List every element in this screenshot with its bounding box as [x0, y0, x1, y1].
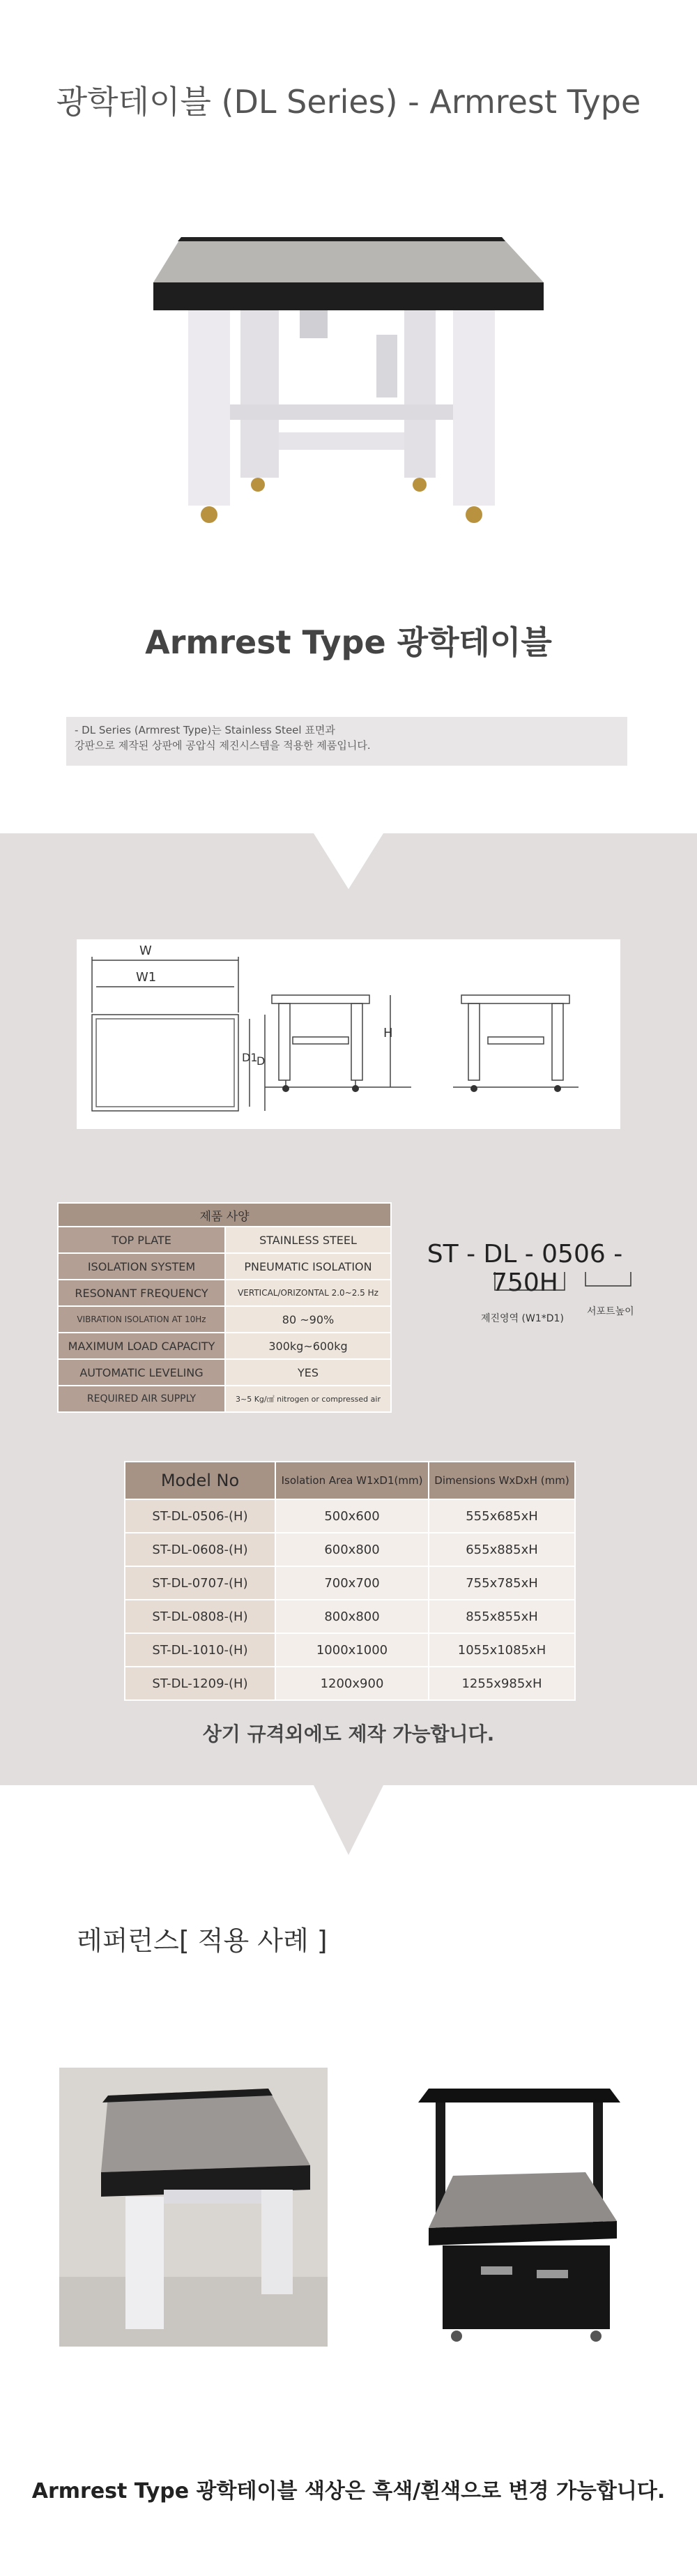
- product-image-white-table: [139, 223, 558, 558]
- table-row: [125, 1633, 575, 1667]
- model-table-header: Isolation Area W1xD1(mm): [275, 1462, 429, 1499]
- spec-key: REQUIRED AIR SUPPLY: [58, 1386, 225, 1412]
- label-w: W: [139, 944, 152, 958]
- spec-value: 3~5 Kg/㎠ nitrogen or compressed air: [225, 1386, 391, 1412]
- footer-color-note: Armrest Type 광학테이블 색상은 흑색/흰색으로 변경 가능합니다.: [31, 2479, 666, 2503]
- dimension-cell: 1055x1085xH: [429, 1633, 575, 1667]
- spec-row: [58, 1227, 391, 1253]
- custom-size-note: 상기 규격외에도 제작 가능합니다.: [202, 1722, 495, 1745]
- label-h: H: [383, 1026, 393, 1040]
- spec-value: YES: [225, 1359, 391, 1386]
- dimension-cell: 755x785xH: [429, 1566, 575, 1600]
- spec-row: [58, 1359, 391, 1386]
- spec-row: [58, 1386, 391, 1412]
- reference-photo-white-table: [59, 2068, 328, 2347]
- spec-key: RESONANT FREQUENCY: [58, 1280, 225, 1306]
- label-d1: D1: [242, 1051, 258, 1064]
- spec-row: [58, 1280, 391, 1306]
- area-cell: 600x800: [275, 1533, 429, 1566]
- spec-key: TOP PLATE: [58, 1227, 225, 1253]
- model-cell: ST-DL-1010-(H): [125, 1633, 275, 1667]
- model-table-header: Dimensions WxDxH (mm): [429, 1462, 575, 1499]
- model-cell: ST-DL-0608-(H): [125, 1533, 275, 1566]
- model-cell: ST-DL-1209-(H): [125, 1667, 275, 1700]
- label-d: D: [256, 1054, 266, 1068]
- dimension-cell: 655x885xH: [429, 1533, 575, 1566]
- model-cell: ST-DL-0808-(H): [125, 1600, 275, 1633]
- model-cell: ST-DL-0707-(H): [125, 1566, 275, 1600]
- notch-decoration: [314, 833, 383, 889]
- area-cell: 1200x900: [275, 1667, 429, 1700]
- spec-value: PNEUMATIC ISOLATION: [225, 1253, 391, 1280]
- spec-row: [58, 1333, 391, 1359]
- spec-key: VIBRATION ISOLATION AT 10Hz: [58, 1306, 225, 1333]
- label-w1: W1: [136, 970, 157, 985]
- section-title: Armrest Type 광학테이블: [145, 623, 552, 661]
- notch-decoration-bottom: [314, 1785, 383, 1855]
- description-line-2: 강판으로 제작된 상판에 공압식 제진시스템을 적용한 제품입니다.: [75, 739, 371, 752]
- model-code-label-height: 서포트높이: [587, 1306, 634, 1317]
- page-title: 광학테이블 (DL Series) - Armrest Type: [56, 83, 641, 121]
- table-row: [125, 1600, 575, 1633]
- table-row: [125, 1499, 575, 1533]
- description-line-1: - DL Series (Armrest Type)는 Stainless Steel 표면과: [75, 724, 335, 736]
- spec-value: 80 ~90%: [225, 1306, 391, 1333]
- spec-row: [58, 1306, 391, 1333]
- dimension-diagram: [77, 939, 620, 1129]
- spec-key: MAXIMUM LOAD CAPACITY: [58, 1333, 225, 1359]
- table-row: [125, 1566, 575, 1600]
- area-cell: 700x700: [275, 1566, 429, 1600]
- area-cell: 500x600: [275, 1499, 429, 1533]
- model-code-brackets: [481, 1271, 641, 1305]
- table-row: [125, 1667, 575, 1700]
- model-code: ST - DL - 0506 - 750H: [427, 1240, 623, 1297]
- reference-photo-black-table: [376, 2068, 648, 2347]
- reference-title: 레퍼런스[ 적용 사례 ]: [77, 1925, 328, 1956]
- area-cell: 800x800: [275, 1600, 429, 1633]
- spec-value: 300kg~600kg: [225, 1333, 391, 1359]
- spec-row: [58, 1253, 391, 1280]
- dimension-cell: 855x855xH: [429, 1600, 575, 1633]
- spec-key: AUTOMATIC LEVELING: [58, 1359, 225, 1386]
- spec-table: [57, 1202, 392, 1413]
- model-table: [124, 1461, 576, 1701]
- dimension-cell: 1255x985xH: [429, 1667, 575, 1700]
- area-cell: 1000x1000: [275, 1633, 429, 1667]
- model-table-header: Model No: [125, 1462, 275, 1499]
- model-cell: ST-DL-0506-(H): [125, 1499, 275, 1533]
- spec-key: ISOLATION SYSTEM: [58, 1253, 225, 1280]
- dimension-drawing: [77, 939, 620, 1129]
- model-code-label-area: 제진영역 (W1*D1): [481, 1313, 564, 1324]
- spec-value: VERTICAL/ORIZONTAL 2.0~2.5 Hz: [225, 1280, 391, 1306]
- dimension-cell: 555x685xH: [429, 1499, 575, 1533]
- spec-table-header: 제품 사양: [58, 1203, 391, 1227]
- table-row: [125, 1533, 575, 1566]
- spec-value: STAINLESS STEEL: [225, 1227, 391, 1253]
- description-box: [66, 717, 627, 766]
